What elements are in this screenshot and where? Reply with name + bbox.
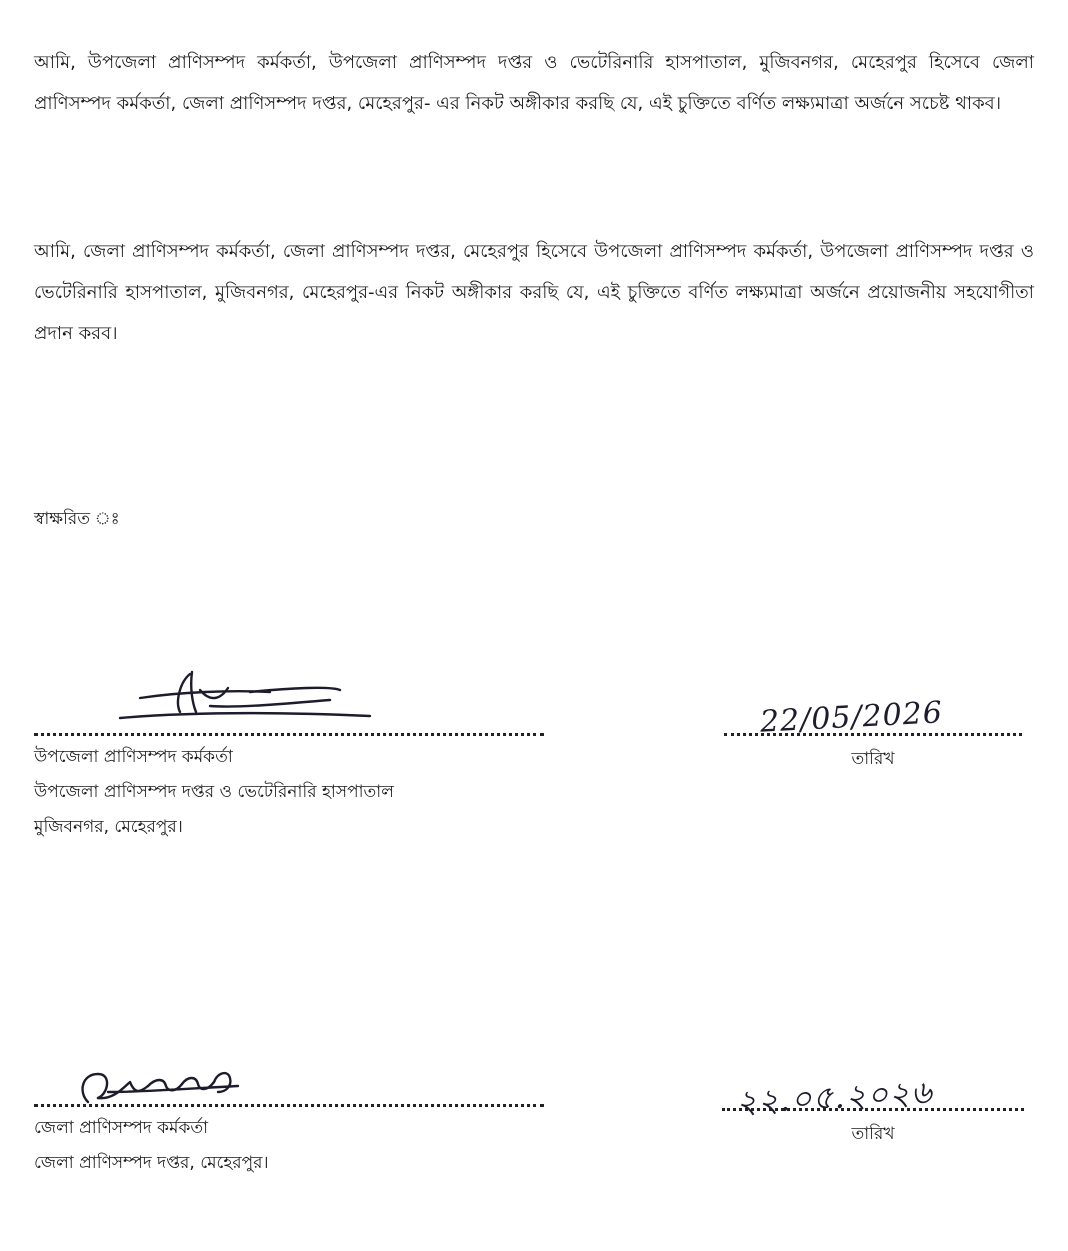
district-officer-title: জেলা প্রাণিসম্পদ কর্মকর্তা <box>34 1118 209 1138</box>
commitment-paragraph-upazila: আমি, উপজেলা প্রাণিসম্পদ কর্মকর্তা, উপজেলা প্রাণিসম্পদ দপ্তর ও ভেটেরিনারি হাসপাতাল, মুজিবনগর, মেহেরপুর হিসেবে জেলা প্রাণিসম্পদ কর্মকর্তা, জেলা প্রাণিসম্পদ দপ্তর, মেহেরপুর- এর নিকট অঙ্গীকার করছি যে, এই চুক্তিতে বর্ণিত লক্ষ্যমাত্রা অর্জনে সচেষ্ট থাকব। <box>34 52 1034 114</box>
date-label: তারিখ <box>851 1124 895 1144</box>
commitment-paragraph-district: আমি, জেলা প্রাণিসম্পদ কর্মকর্তা, জেলা প্রাণিসম্পদ দপ্তর, মেহেরপুর হিসেবে উপজেলা প্রাণিসম্পদ কর্মকর্তা, উপজেলা প্রাণিসম্পদ দপ্তর ও ভেটেরিনারি হাসপাতাল, মুজিবনগর, মেহেরপুর-এর নিকট অঙ্গীকার করছি যে, এই চুক্তিতে বর্ণিত লক্ষ্যমাত্রা অর্জনে প্রয়োজনীয় সহযোগীতা প্রদান করব। <box>34 241 1034 344</box>
upazila-officer-signature <box>100 662 390 732</box>
district-officer-office: জেলা প্রাণিসম্পদ দপ্তর, মেহেরপুর। <box>34 1153 269 1173</box>
date-label: তারিখ <box>851 749 895 769</box>
upazila-officer-signature-block <box>34 733 554 845</box>
district-handwritten-date: ২২.০৫.২০২৬ <box>735 1072 934 1122</box>
upazila-officer-office: উপজেলা প্রাণিসম্পদ দপ্তর ও ভেটেরিনারি হাসপাতাল <box>34 782 394 802</box>
date-line <box>722 1108 1024 1111</box>
signature-line <box>34 1104 544 1107</box>
signed-label: স্বাক্ষরিত ঃ <box>34 509 120 529</box>
district-officer-signature-block <box>34 1104 554 1181</box>
signature-line <box>34 733 544 736</box>
upazila-date-block <box>724 733 1022 774</box>
district-date-block <box>722 1108 1024 1149</box>
upazila-officer-location: মুজিবনগর, মেহেরপুর। <box>34 817 183 837</box>
upazila-officer-title: উপজেলা প্রাণিসম্পদ কর্মকর্তা <box>34 747 233 767</box>
date-line <box>724 733 1022 736</box>
upazila-handwritten-date: 22/05/2026 <box>759 695 944 740</box>
